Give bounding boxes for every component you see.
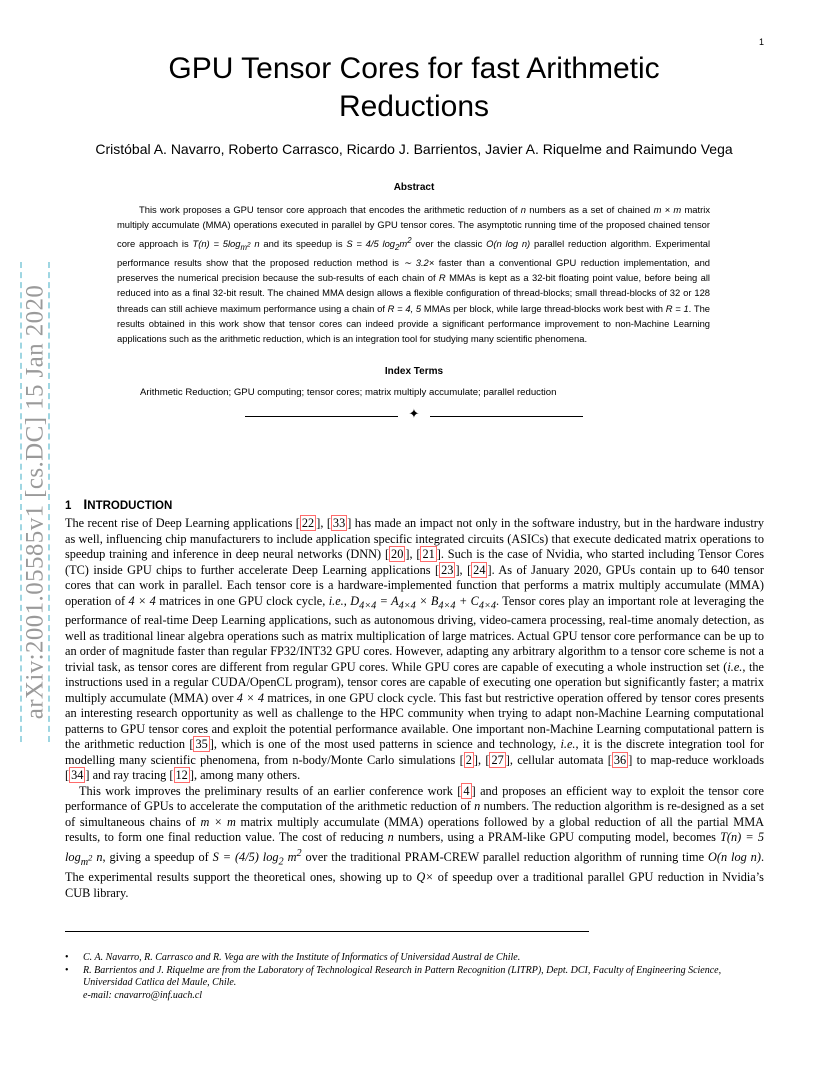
author-list: Cristóbal A. Navarro, Roberto Carrasco, Ricardo J. Barrientos, Javier A. Riquelme and Raimundo Vega (95, 141, 733, 157)
section-number: 1 (65, 500, 72, 512)
math-speedup: S = 4/5 $\log_2m^2$ (346, 235, 412, 252)
math-inline: R (438, 272, 446, 284)
footnotes (65, 952, 764, 1002)
abstract-body (117, 202, 710, 347)
arxiv-identifier[interactable]: arXiv:2001.05585v1 [cs.DC] 15 Jan 2020 (21, 284, 49, 720)
page-number: 1 (758, 37, 764, 47)
math-inline: 4 × 4 (236, 690, 264, 705)
abstract-text: matrix multiply accumulate (MMA) operations executed in parallel by GPU tensor cores. The asymptotic running time of the proposed chained tensor core approach is (117, 204, 711, 249)
abstract-text: This work proposes a GPU tensor core approach that encodes the arithmetic reduction of (139, 204, 518, 215)
abstract-heading: Abstract (393, 182, 435, 193)
paragraph: The recent rise of Deep Learning applications [ 22 ] , [ 33 ] has made an impact not only in the software industry, but in the hardware industry as well, influencing chip manufacturers to include application specific integrated circuits (ASICs) that execute dedicated matrix operations to speedup training and inference in deep neural networks (DNN) [ 20 ] , [ 21 ] . Such is the case of Nvidia, who started including Tensor Cores (TC) inside GPU chips to further accelerate Deep Learning applications [ 23 ] , [ 24 ] . As of January 2020, GPUs contain up to 640 tensor cores that can work in parallel. Each tensor core is a hardware-implemented function that performs a matrix multiply accumulate (MMA) operation of 4 × 4 matrices in one GPU clock cycle, i.e., $D_{4\times 4} = A_{4\times 4} \times B_{4\times 4} + C_{4\times 4}$. Tensor cores play an important role at leveraging the performance of real-time Deep Learning applications, such as autonomous driving, video-camera processing, real-time anomaly detection, as well as traditional linear algebra operations such as matrix multiplication of large matrices. Actual GPU tensor core performance can be up to an order of magnitude faster than regular FP32/INT32 GPU cores. However, adapting any arbitrary algorithm to a tensor core scheme is not a trivial task, as tensor cores are different from regular GPU cores. While GPU cores are capable of executing a whole instruction set (i.e., the instructions used in a regular CUDA/OpenCL program), tensor cores are capable of executing one operation but significantly faster; a matrix multiply accumulate (MMA) over 4 × 4 matrices, in one GPU clock cycle. This fast but restrictive operation offered by tensor cores presents an interesting research opportunity as well as challenge to the HPC community when trying to adapt non-Machine Learning computational patterns to GPU tensor cores and exploit the potential performance available. One important non-Machine Learning computational pattern is the arithmetic reduction [ 35 ] , which is one of the most used patterns in science and technology, i.e., it is the discrete integration tool for modelling many scientific phenomena, from n-body/Monte Carlo simulations [ 2 ] , [ 27 ] , cellular automata [ 36 ] to map-reduce workloads [ 34 ] and ray tracing [ 12 ] , among many others. (65, 516, 764, 784)
math-inline: m × m (653, 204, 682, 215)
separator-rule (245, 416, 398, 417)
footnote-rule (65, 931, 589, 932)
footnote: • C. A. Navarro, R. Carrasco and R. Vega are with the Institute of Informatics of Universidad Austral de Chile. (65, 952, 764, 965)
index-terms-heading: Index Terms (384, 366, 444, 377)
footnote: • R. Barrientos and J. Riquelme are from the Laboratory of Technological Research in Pattern Recognition (LITRP), Dept. DCI, Faculty of Engineering Science, Universidad Catlica del Maule, Chile. (65, 965, 764, 990)
math-inline: n (520, 204, 526, 215)
abstract-text: MMAs is kept as a 32-bit floating point value, before being all reduced into as a final 32-bit result. The chained MMA design allows a flexible configuration of thread-blocks; small thread-blocks of 32 or 128 threads can still achieve maximum performance using a chain of (117, 272, 711, 314)
citation-link[interactable]: [ 4 ] (457, 783, 475, 799)
citation-link[interactable]: [ 24 ] (467, 562, 492, 578)
citation-link[interactable]: [ 21 ] (416, 546, 441, 562)
section-title-initial: I (83, 496, 88, 512)
introduction-body (65, 516, 764, 901)
citation-link[interactable]: [ 36 ] (608, 752, 633, 768)
math-mma-equation: $D_{4\times 4} = A_{4\times 4} \times B_{4\times 4} + C_{4\times 4}$ (350, 593, 496, 611)
arxiv-stamp[interactable] (22, 262, 48, 742)
math-inline: 4 × 4 (128, 593, 156, 608)
math-running-time: T(n) = 5 $\log_{m^2} n$ (65, 830, 765, 868)
section-title: NTRODUCTION (87, 500, 173, 512)
contact-email: e-mail: cnavarro@inf.uach.cl (83, 989, 203, 1001)
abstract-text: and its speedup is (263, 237, 343, 249)
citation-link[interactable]: [ 2 ] (460, 752, 478, 768)
citation-link[interactable]: [ 33 ] (327, 515, 352, 531)
separator-rule (430, 416, 583, 417)
math-inline: R = 1 (665, 302, 689, 314)
math-inline: O(n log n) (486, 237, 531, 249)
math-inline: R = 4, 5 (387, 302, 422, 314)
citation-link[interactable]: [ 27 ] (485, 752, 510, 768)
citation-link[interactable]: [ 20 ] (385, 546, 410, 562)
citation-link[interactable]: [ 35 ] (189, 736, 214, 752)
citation-link[interactable]: [ 12 ] (169, 767, 194, 783)
paragraph: This work improves the preliminary results of an earlier conference work [ 4 ] and proposes an efficient way to exploit the tensor core performance of GPUs to accelerate the computation of the arithmetic reduction of n numbers. The reduction algorithm is re-designed as a set of simultaneous chains of m × m matrix multiply accumulate (MMA) operations followed by a global reduction of all the partial MMA results, to form one final reduction value. The cost of reducing n numbers, using a PRAM-like GPU computing model, becomes T(n) = 5 $\log_{m^2} n$, giving a speedup of S = (4/5) $\log_2 m^2$ over the traditional PRAM-CREW parallel reduction algorithm of running time O(n log n). The experimental results support the theoretical ones, showing up to Q× of speedup over a traditional parallel GPU reduction in Nvidia’s CUB library. (65, 784, 764, 901)
citation-link[interactable]: [ 22 ] (296, 515, 321, 531)
section-heading (65, 496, 172, 512)
math-speedup: S = (4/5) $\log_2 m^2$ (212, 847, 302, 868)
citation-link[interactable]: [ 34 ] (65, 767, 90, 783)
abstract-text: . The results obtained in this work show that tensor cores can indeed provide a significant performance improvement to non-Machine Learning applications such as the arithmetic reduction, which is an integration tool for studying many scientific phenomena. (117, 302, 710, 345)
abstract-text: MMAs per block, while large thread-blocks work best with (423, 302, 664, 314)
paper-title: GPU Tensor Cores for fast Arithmetic Reductions (168, 52, 660, 123)
abstract-text: parallel reduction algorithm. Experimental performance results show that the proposed reduction method is (117, 237, 711, 268)
index-terms: Arithmetic Reduction; GPU computing; tensor cores; matrix multiply accumulate; parallel reduction (140, 387, 557, 398)
citation-link[interactable]: [ 23 ] (435, 562, 460, 578)
abstract-text: over the classic (415, 237, 483, 249)
abstract-text: faster than a conventional GPU reduction implementation, and preserves the numerical precision because the sub-results of each chain of (117, 256, 710, 284)
abstract-text: numbers as a set of chained (529, 204, 651, 215)
math-running-time: $T(n) = 5\log_{m^2}$ n (192, 237, 260, 252)
math-inline: ∼ 3.2× (403, 256, 435, 268)
diamond-ornament-icon: ✦ (408, 407, 420, 422)
